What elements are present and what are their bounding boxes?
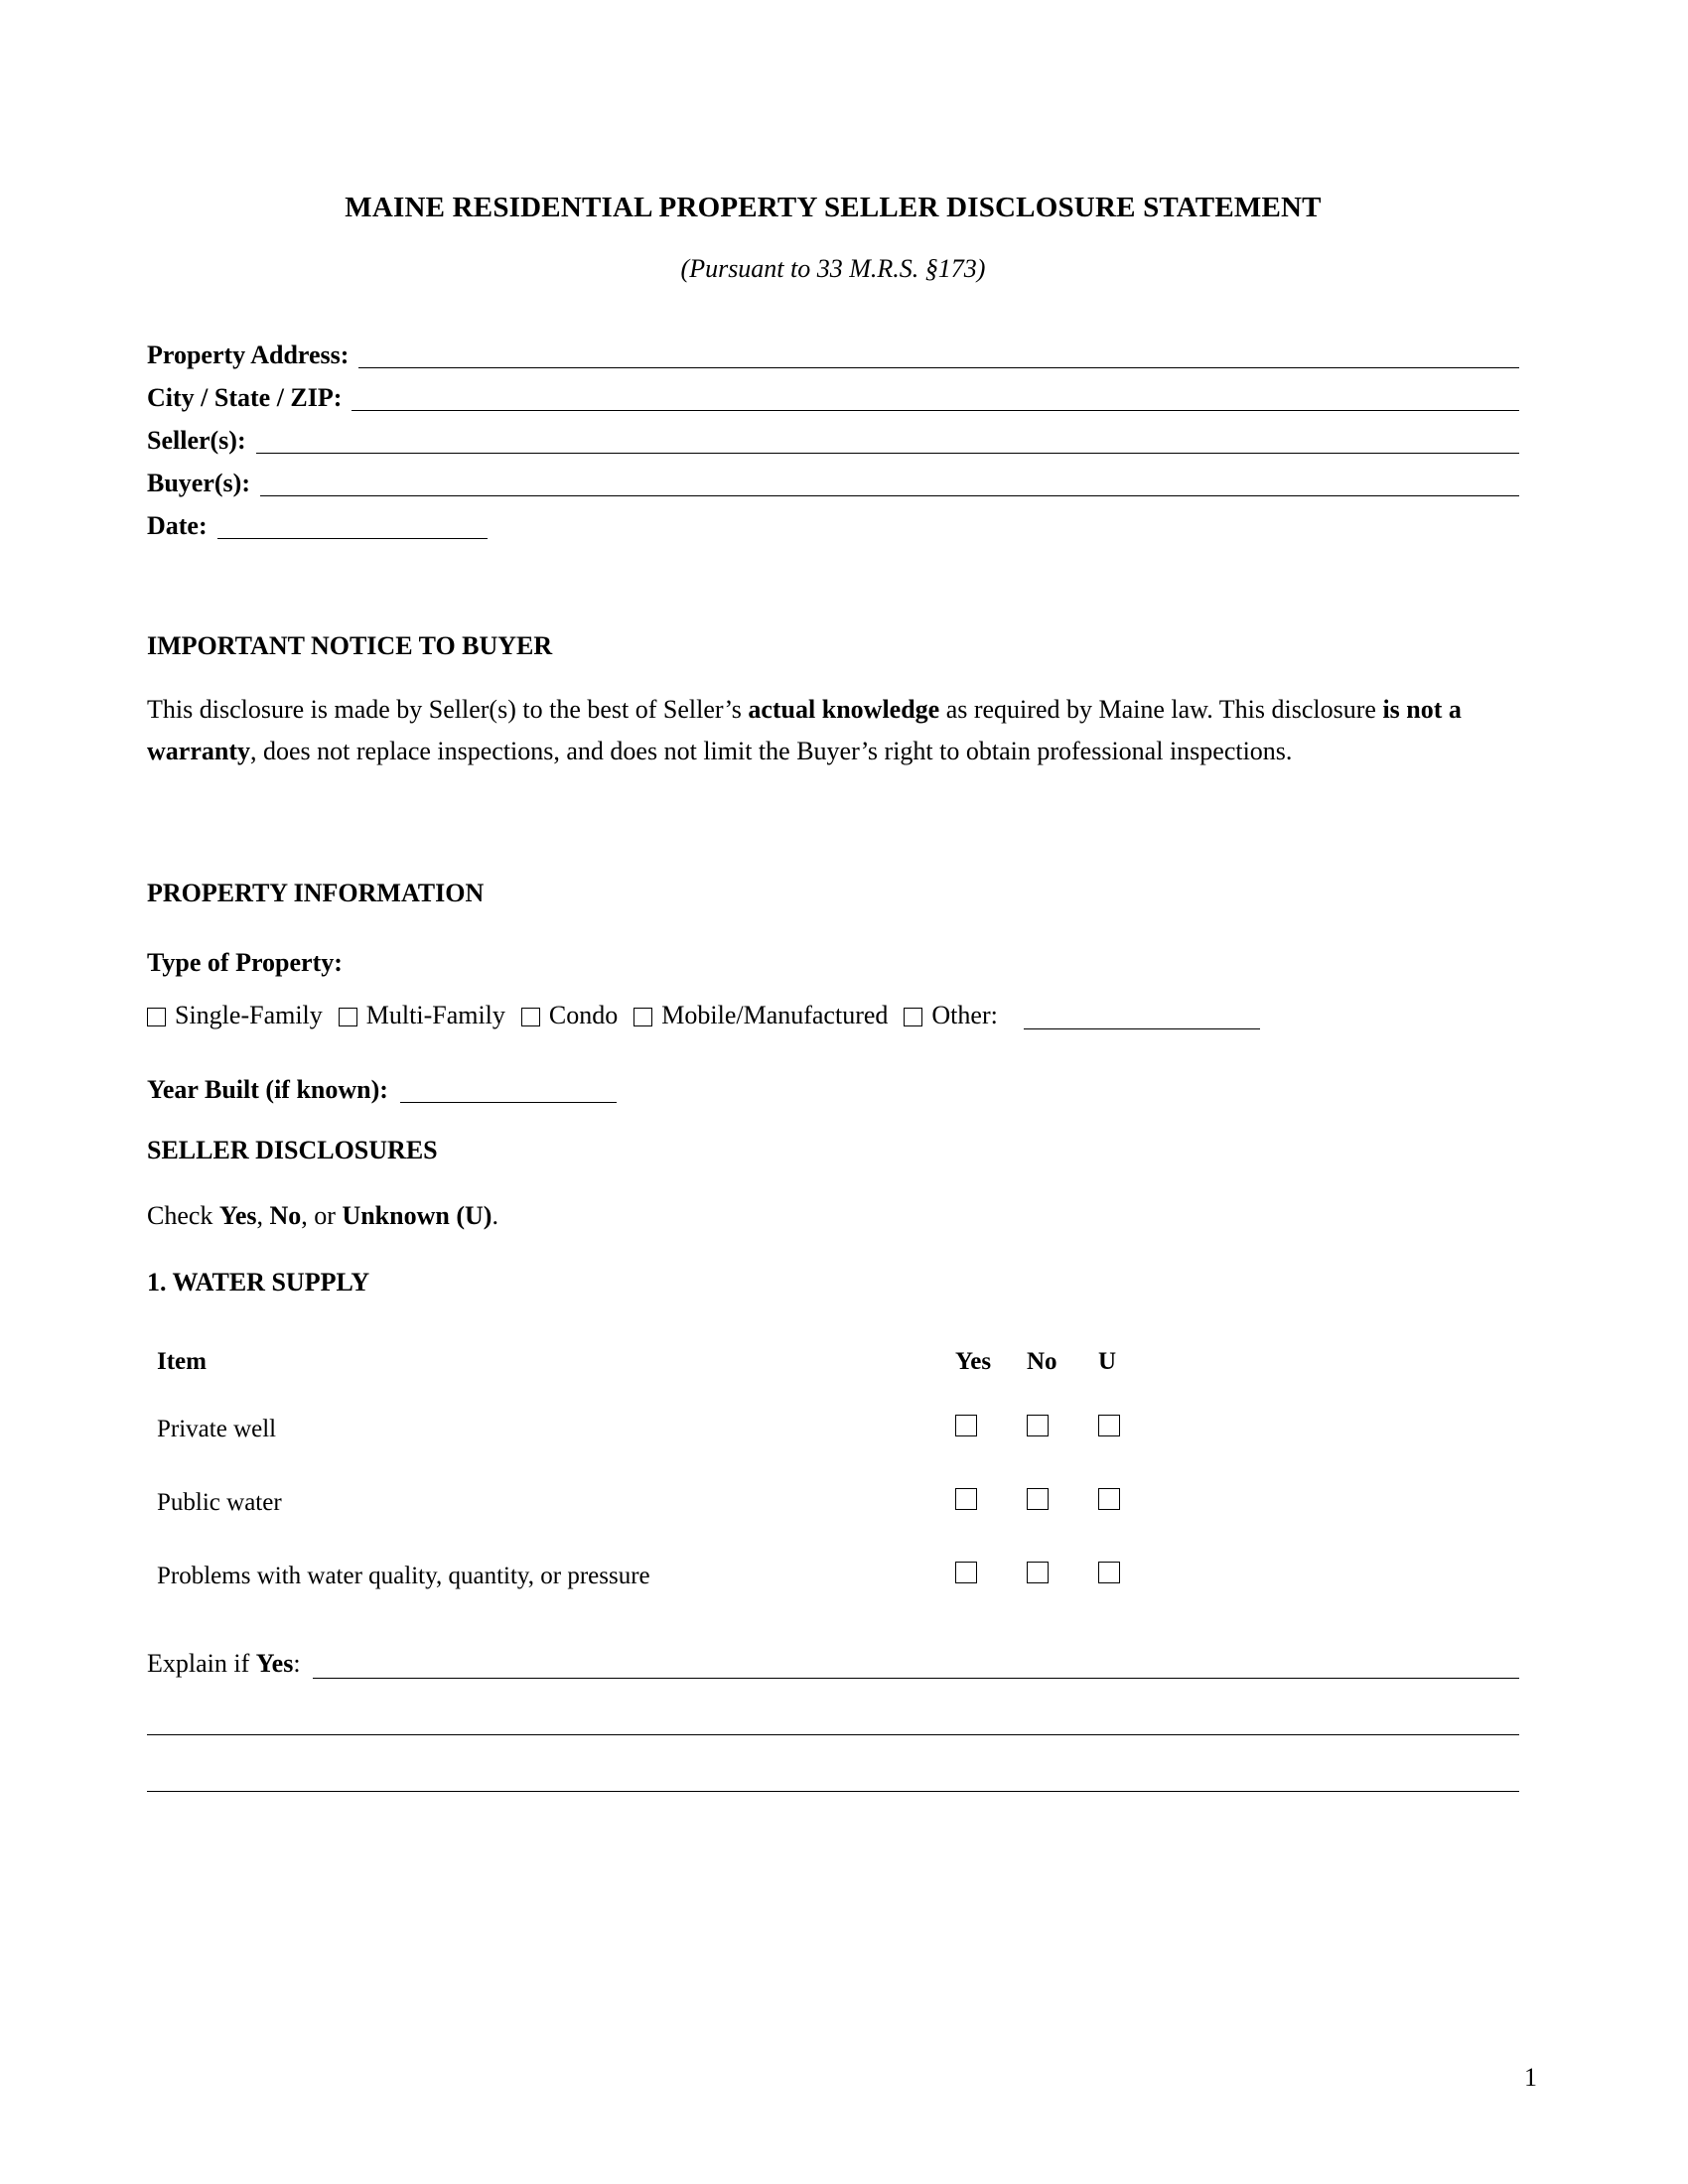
page-title: MAINE RESIDENTIAL PROPERTY SELLER DISCLOSURE STATEMENT: [345, 192, 1322, 223]
column-header-no: No: [1027, 1347, 1057, 1375]
document-content: [147, 0, 1519, 1792]
city-state-zip-input[interactable]: [352, 380, 1519, 411]
column-header-item: Item: [157, 1347, 207, 1375]
year-built-label: Year Built (if known):: [147, 1075, 388, 1105]
buyers-label: Buyer(s):: [147, 468, 250, 497]
property-address-label: Property Address:: [147, 340, 350, 369]
checkbox-icon-condo[interactable]: [521, 1008, 540, 1026]
page-number: 1: [1524, 2063, 1537, 2092]
date-input[interactable]: [217, 508, 488, 539]
checkbox-icon-public-water-u[interactable]: [1098, 1488, 1120, 1510]
column-header-u: U: [1098, 1347, 1117, 1375]
property-type-label-mobile-manufactured: Mobile/Manufactured: [661, 1000, 889, 1029]
checkbox-icon-water-problems-yes[interactable]: [955, 1562, 977, 1583]
row-label-public-water: Public water: [157, 1488, 282, 1516]
checkbox-icon-private-well-no[interactable]: [1027, 1415, 1049, 1436]
property-type-option-multi-family[interactable]: [339, 1002, 505, 1030]
notice-bold-not-a-warranty: is not a warranty: [147, 695, 1462, 766]
property-type-label-condo: Condo: [548, 1000, 619, 1029]
party-fields: [147, 326, 1519, 539]
checkbox-icon-other[interactable]: [904, 1008, 922, 1026]
explain-blank-line-1[interactable]: [147, 1679, 1519, 1735]
field-row-sellers: [147, 411, 1519, 454]
property-address-input[interactable]: [358, 338, 1519, 368]
page-subtitle: (Pursuant to 33 M.R.S. §173): [680, 253, 986, 283]
cell-private-well-u[interactable]: [1098, 1393, 1170, 1466]
checkbox-icon-private-well-yes[interactable]: [955, 1415, 977, 1436]
checkbox-icon-single-family[interactable]: [147, 1008, 166, 1026]
cell-public-water-yes[interactable]: [955, 1466, 1027, 1540]
cell-private-well-yes[interactable]: [955, 1393, 1027, 1466]
property-type-option-single-family[interactable]: [147, 1002, 323, 1030]
buyers-input[interactable]: [260, 466, 1519, 496]
checkbox-icon-mobile-manufactured[interactable]: [633, 1008, 652, 1026]
check-instruction-prefix: Check: [147, 1200, 219, 1230]
column-header-yes: Yes: [955, 1347, 992, 1375]
seller-disclosures-heading: SELLER DISCLOSURES: [147, 1136, 438, 1165]
check-instruction-sep-1: ,: [256, 1200, 270, 1230]
notice-text-2: as required by Maine law. This disclosure: [939, 695, 1383, 725]
checkbox-icon-water-problems-no[interactable]: [1027, 1562, 1049, 1583]
cell-private-well-no[interactable]: [1027, 1393, 1098, 1466]
checkbox-icon-water-problems-u[interactable]: [1098, 1562, 1120, 1583]
checkbox-icon-multi-family[interactable]: [339, 1008, 357, 1026]
cell-water-problems-u[interactable]: [1098, 1540, 1170, 1613]
cell-public-water-u[interactable]: [1098, 1466, 1170, 1540]
notice-bold-actual-knowledge: actual knowledge: [748, 695, 940, 725]
property-type-option-mobile-manufactured[interactable]: [633, 1002, 888, 1030]
check-instruction-suffix: .: [492, 1200, 498, 1230]
table-header-row: [147, 1331, 1170, 1393]
date-label: Date:: [147, 510, 208, 540]
property-type-option-other[interactable]: [904, 1002, 997, 1030]
water-supply-table: [147, 1331, 1170, 1613]
table-row: [147, 1466, 1170, 1540]
notice-text-1: This disclosure is made by Seller(s) to the best of Seller’s: [147, 695, 749, 725]
cell-water-problems-yes[interactable]: [955, 1540, 1027, 1613]
notice-text-3: , does not replace inspections, and does not limit the Buyer’s right to obtain professional inspections.: [249, 737, 1293, 766]
check-instruction-yes: Yes: [218, 1200, 257, 1230]
sellers-input[interactable]: [256, 423, 1519, 454]
checkbox-icon-private-well-u[interactable]: [1098, 1415, 1120, 1436]
field-row-city-state-zip: [147, 368, 1519, 411]
table-row: [147, 1393, 1170, 1466]
cell-water-problems-no[interactable]: [1027, 1540, 1098, 1613]
field-row-buyers: [147, 454, 1519, 496]
cell-public-water-no[interactable]: [1027, 1466, 1098, 1540]
explain-if-yes-input[interactable]: [313, 1650, 1519, 1679]
year-built-input[interactable]: [400, 1074, 617, 1103]
notice-heading: IMPORTANT NOTICE TO BUYER: [147, 630, 553, 660]
explain-bold-yes: Yes: [255, 1649, 294, 1679]
property-information-heading: PROPERTY INFORMATION: [147, 879, 485, 908]
row-label-private-well: Private well: [157, 1415, 277, 1442]
property-type-label-other: Other:: [931, 1000, 998, 1029]
explain-prefix: Explain if: [147, 1649, 256, 1679]
field-row-property-address: [147, 326, 1519, 368]
property-type-label-single-family: Single-Family: [175, 1000, 323, 1029]
checkbox-icon-public-water-no[interactable]: [1027, 1488, 1049, 1510]
table-row: [147, 1540, 1170, 1613]
notice-paragraph: [147, 689, 1515, 772]
check-instruction-unknown: Unknown (U): [342, 1200, 492, 1230]
explain-if-yes-label: [147, 1650, 301, 1679]
explain-suffix: :: [293, 1649, 301, 1679]
row-label-water-problems: Problems with water quality, quantity, or pressure: [157, 1562, 650, 1589]
checkbox-icon-public-water-yes[interactable]: [955, 1488, 977, 1510]
year-built-row: [147, 1065, 1519, 1103]
check-instruction-sep-2: , or: [301, 1200, 343, 1230]
explain-if-yes-row: [147, 1639, 1519, 1679]
sellers-label: Seller(s):: [147, 425, 246, 455]
city-state-zip-label: City / State / ZIP:: [147, 382, 343, 412]
check-instruction: [147, 1200, 1519, 1231]
field-row-date: [147, 496, 1519, 539]
property-type-options: [147, 1002, 1519, 1030]
explain-blank-line-2[interactable]: [147, 1735, 1519, 1792]
section-heading-water-supply: 1. WATER SUPPLY: [147, 1267, 370, 1297]
check-instruction-no: No: [269, 1200, 302, 1230]
property-type-option-condo[interactable]: [521, 1002, 618, 1030]
type-of-property-label: Type of Property:: [147, 947, 343, 977]
property-type-other-input[interactable]: [1024, 1003, 1260, 1029]
property-type-label-multi-family: Multi-Family: [365, 1000, 505, 1029]
